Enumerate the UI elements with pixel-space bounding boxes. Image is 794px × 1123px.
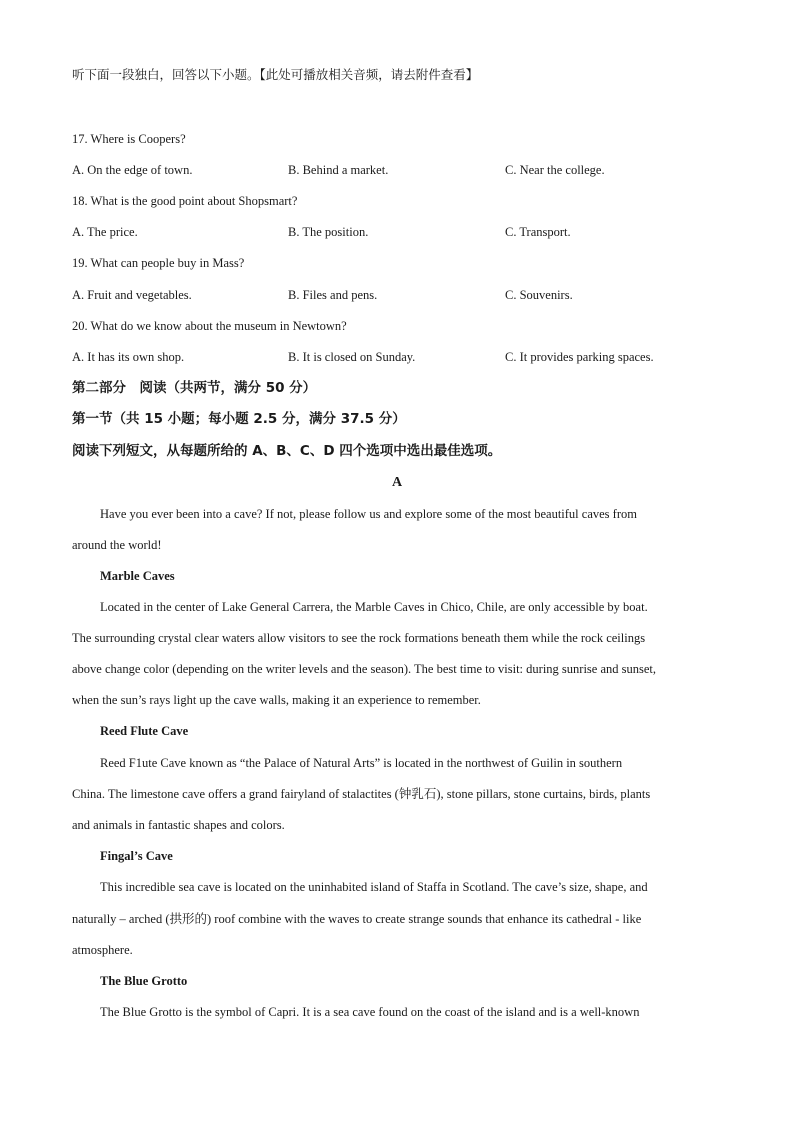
option-17-c: C. Near the college. [505, 163, 605, 177]
option-17-b: B. Behind a market. [288, 163, 389, 177]
option-19-c: C. Souvenirs. [505, 288, 573, 302]
marble-caves-line-3: above change color (depending on the writer levels and the season). The best time to visit: during sunrise and sunset, [72, 662, 656, 676]
option-18-c: C. Transport. [505, 225, 571, 239]
option-19-b: B. Files and pens. [288, 288, 378, 302]
option-17-a: A. On the edge of town. [72, 163, 193, 177]
question-18: 18. What is the good point about Shopsmart? [72, 194, 298, 208]
option-20-a: A. It has its own shop. [72, 350, 185, 364]
option-20-c: C. It provides parking spaces. [505, 350, 654, 364]
section-heading-marble-caves: Marble Caves [100, 569, 175, 583]
section-heading-blue-grotto: The Blue Grotto [100, 974, 188, 988]
passage-intro-line-1: Have you ever been into a cave? If not, please follow us and explore some of the most beautiful caves from [100, 507, 637, 521]
listening-instruction: 听下面一段独白，回答以下小题。【此处可播放相关音频，请去附件查看】 [72, 67, 479, 82]
marble-caves-line-2: The surrounding crystal clear waters allow visitors to see the rock formations beneath them while the rock ceilings [72, 631, 646, 645]
option-19-a: A. Fruit and vegetables. [72, 288, 192, 302]
passage-letter: A [391, 475, 403, 490]
question-20: 20. What do we know about the museum in Newtown? [72, 319, 347, 333]
marble-caves-line-4: when the sun’s rays light up the cave walls, making it an experience to remember. [72, 693, 481, 707]
option-18-a: A. The price. [72, 225, 138, 239]
reading-instruction: 阅读下列短文，从每题所给的 A、B、C、D 四个选项中选出最佳选项。 [72, 443, 502, 459]
passage-intro-line-2: around the world! [72, 538, 162, 552]
question-17: 17. Where is Coopers? [72, 132, 186, 146]
section-heading-reed-flute-cave: Reed Flute Cave [100, 724, 189, 738]
reed-flute-line-1: Reed F1ute Cave known as “the Palace of Natural Arts” is located in the northwest of Guilin in southern [100, 756, 623, 770]
section-one-heading: 第一节（共 15 小题；每小题 2.5 分，满分 37.5 分） [72, 411, 406, 427]
reed-flute-line-3: and animals in fantastic shapes and colors. [72, 818, 285, 832]
section-heading-fingals-cave: Fingal’s Cave [100, 849, 173, 863]
marble-caves-line-1: Located in the center of Lake General Carrera, the Marble Caves in Chico, Chile, are only accessible by boat. [100, 600, 648, 614]
question-19: 19. What can people buy in Mass? [72, 256, 245, 270]
reed-flute-line-2: China. The limestone cave offers a grand fairyland of stalactites (钟乳石), stone pillars, stone curtains, birds, plants [72, 787, 651, 801]
fingals-cave-line-1: This incredible sea cave is located on the uninhabited island of Staffa in Scotland. The cave’s size, shape, and [100, 880, 648, 894]
fingals-cave-line-2: naturally – arched (拱形的) roof combine with the waves to create strange sounds that enhance its cathedral - like [72, 912, 642, 926]
option-20-b: B. It is closed on Sunday. [288, 350, 416, 364]
option-18-b: B. The position. [288, 225, 369, 239]
blue-grotto-line-1: The Blue Grotto is the symbol of Capri. It is a sea cave found on the coast of the island and is a well-known [100, 1005, 640, 1019]
fingals-cave-line-3: atmosphere. [72, 943, 133, 957]
part-two-heading: 第二部分 阅读（共两节，满分 50 分） [72, 380, 317, 396]
